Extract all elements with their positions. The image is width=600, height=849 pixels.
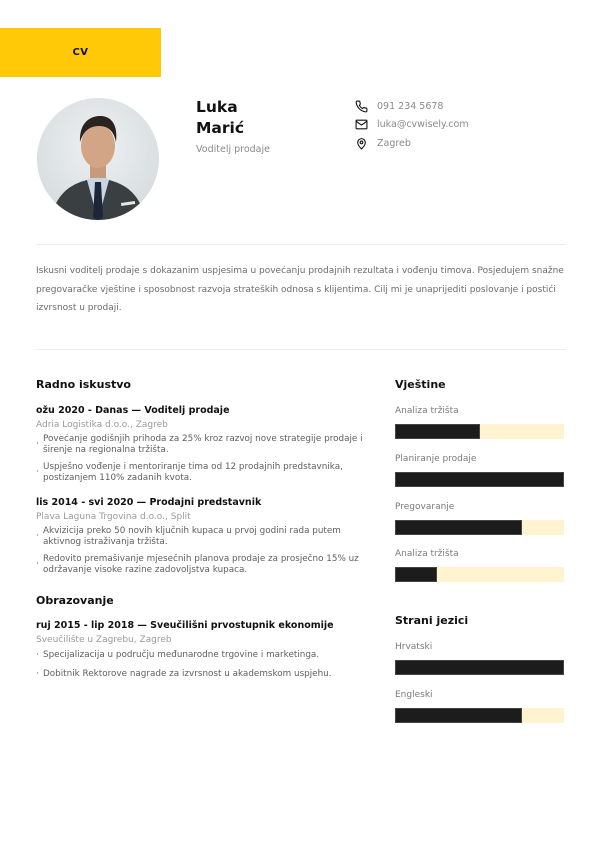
language-bar [395,660,564,675]
education-school: Sveučilište u Zagrebu, Zagreb [36,635,172,645]
skill-label: Pregovaranje [395,502,455,512]
contact-phone [354,97,469,116]
cv-badge [0,28,161,77]
contact-email [354,116,469,135]
location-value: Zagreb [377,137,411,149]
email-value: luka@cvwisely.com [377,119,469,131]
skill-item [395,500,564,535]
location-pin-icon [354,136,368,150]
language-bar-fill [395,660,564,675]
profile-photo [37,98,159,220]
language-item [395,640,564,675]
job-title: Voditelj prodaje [196,144,270,155]
phone-icon [354,99,368,113]
experience-company: Plava Laguna Trgovina d.o.o., Split [36,512,191,522]
language-bar [395,708,564,723]
profile-summary: Iskusni voditelj prodaje s dokazanim uspjesima u povećanju prodajnih rezultata i vođenju timova. Posjedujem snažne pregovaračke vještine i sposobnost razvoja strateških odnosa s klijentima. Cilj mi je unaprijediti poslovanje i postići izvrsnost u prodaji. [36,266,564,313]
experience-bullet: · Uspješno vođenje i mentoriranje tima od 12 prodajnih predstavnika, postizanjem 110% zadanih kvota. [36,462,343,483]
skill-item [395,404,564,439]
education-section-title: Obrazovanje [36,594,114,607]
phone-value: 091 234 5678 [377,100,444,112]
divider [36,244,566,245]
languages-section-title: Strani jezici [395,614,469,627]
experience-item [36,496,381,582]
skill-label: Analiza tržišta [395,549,459,559]
skill-bar [395,424,564,439]
education-bullet: · Specijalizacija u području međunarodne trgovine i marketinga. [36,650,320,660]
skill-bar [395,520,564,535]
language-label: Hrvatski [395,642,433,652]
contact-location [354,134,469,153]
experience-heading: lis 2014 - svi 2020 — Prodajni predstavnik [36,497,262,508]
mail-icon [354,118,368,132]
education-item [36,619,381,687]
skill-item [395,547,564,582]
experience-section-title: Radno iskustvo [36,378,131,391]
candidate-name [196,97,244,139]
contact-list [354,97,469,153]
experience-heading: ožu 2020 - Danas — Voditelj prodaje [36,405,230,416]
skill-bar-fill [395,424,480,439]
skill-bar-fill [395,567,437,582]
divider [36,349,566,350]
skills-section-title: Vještine [395,378,446,391]
skill-bar [395,472,564,487]
skill-item [395,452,564,487]
experience-item [36,404,381,490]
experience-bullet: · Akvizicija preko 50 novih ključnih kupaca u prvoj godini rada putem aktivnog istraživanja tržišta. [36,526,341,547]
language-label: Engleski [395,690,433,700]
language-item [395,688,564,723]
cv-badge-label: CV [72,47,89,58]
education-bullet: · Dobitnik Rektorove nagrade za izvrsnost u akademskom uspjehu. [36,669,332,679]
skill-bar-fill [395,472,564,487]
education-heading: ruj 2015 - lip 2018 — Sveučilišni prvostupnik ekonomije [36,620,334,631]
first-name: Luka [196,98,238,116]
experience-bullet: · Redovito premašivanje mjesečnih planova prodaje za prosječno 15% uz održavanje visoke razine zadovoljstva kupaca. [36,554,359,575]
last-name: Marić [196,119,245,137]
skill-label: Analiza tržišta [395,406,459,416]
skill-label: Planiranje prodaje [395,454,477,464]
experience-bullet: · Povećanje godišnjih prihoda za 25% kroz razvoj nove strategije prodaje i širenje na regionalna tržišta. [36,434,363,455]
skill-bar-fill [395,520,522,535]
skill-bar [395,567,564,582]
experience-company: Adria Logistika d.o.o., Zagreb [36,420,168,430]
language-bar-fill [395,708,522,723]
